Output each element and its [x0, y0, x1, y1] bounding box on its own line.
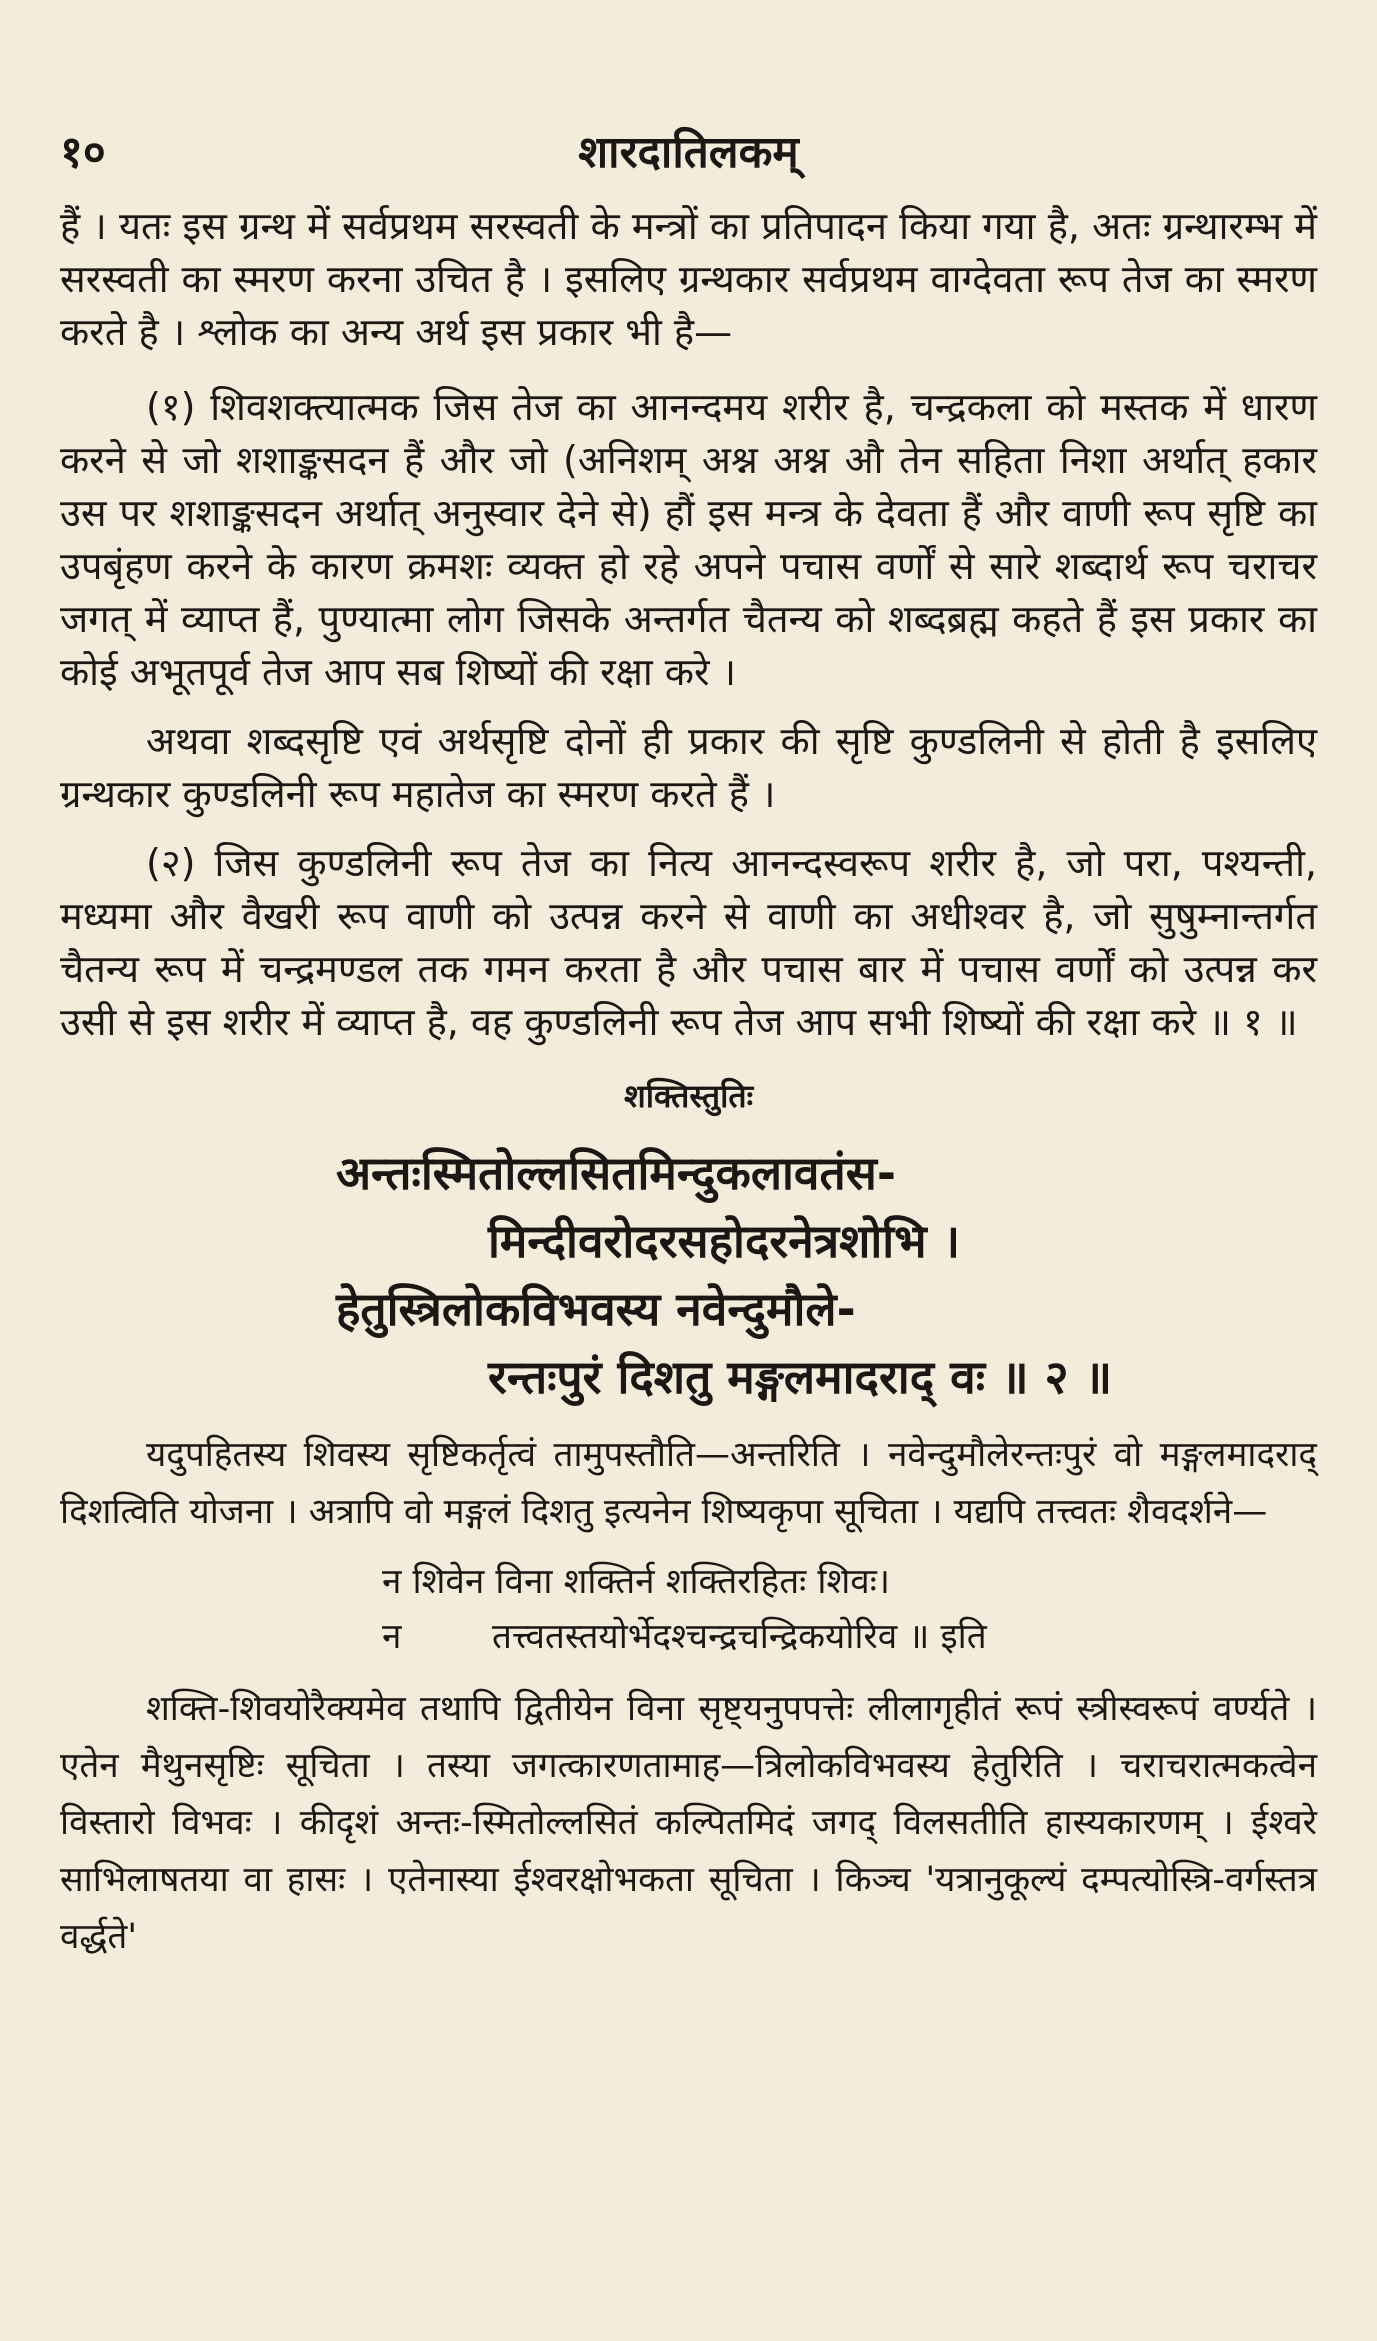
verse-line-1: अन्तःस्मितोल्लसितमिन्दुकलावतंस-: [336, 1146, 896, 1200]
verse-line-4: रन्तःपुरं दिशतु मङ्गलमादराद् वः ॥ २ ॥: [488, 1350, 1113, 1404]
quoted-verse-line-2-rest: तत्त्वतस्तयोर्भेदश्चन्द्रचन्द्रिकयोरिव ॥ इति: [492, 1617, 987, 1657]
quoted-verse-line-2-start: न: [382, 1617, 402, 1657]
page-header: [60, 120, 1317, 190]
quoted-verse-line-1: न शिवेन विना शक्तिर्न शक्तिरहितः शिवः।: [382, 1562, 891, 1602]
paragraph-alternative: अथवा शब्दसृष्टि एवं अर्थसृष्टि दोनों ही प्रकार की सृष्टि कुण्डलिनी से होती है इसलिए ग्रन्थकार कुण्डलिनी रूप महातेज का स्मरण करते हैं ।: [60, 719, 1317, 816]
verse-line-2: मिन्दीवरोदरसहोदरनेत्रशोभि ।: [488, 1214, 961, 1268]
verse-line-3: हेतुस्त्रिलोकविभवस्य नवेन्दुमौले-: [336, 1282, 856, 1336]
paragraph-meaning-2: (२) जिस कुण्डलिनी रूप तेज का नित्य आनन्दस्वरूप शरीर है, जो परा, पश्यन्ती, मध्यमा और वैखरी रूप वाणी को उत्पन्न करने से वाणी का अधीश्वर है, जो सुषुम्नान्तर्गत चैतन्य रूप में चन्द्रमण्डल तक गमन करता है और पचास बार में पचास वर्णों को उत्पन्न कर उसी से इस शरीर में व्याप्त है, वह कुण्डलिनी रूप तेज आप सभी शिष्यों की रक्षा करे ॥ १ ॥: [60, 841, 1317, 1044]
section-heading: शक्तिस्तुतिः: [623, 1077, 754, 1115]
running-title: शारदातिलकम्: [578, 127, 799, 178]
commentary-paragraph-1: यदुपहितस्य शिवस्य सृष्टिकर्तृत्वं तामुपस्तौति—अन्तरिति । नवेन्दुमौलेरन्तःपुरं वो मङ्गलमादराद् दिशत्विति योजना । अत्रापि वो मङ्गलं दिशतु इत्यनेन शिष्यकृपा सूचिता । यद्यपि तत्त्वतः शैवदर्शने—: [60, 1435, 1317, 1532]
page-body: [60, 200, 1317, 1966]
paragraph-intro: हैं । यतः इस ग्रन्थ में सर्वप्रथम सरस्वती के मन्त्रों का प्रतिपादन किया गया है, अतः ग्रन्थारम्भ में सरस्वती का स्मरण करना उचित है । इसलिए ग्रन्थकार सर्वप्रथम वाग्देवता रूप तेज का स्मरण करते है । श्लोक का अन्य अर्थ इस प्रकार भी है—: [60, 204, 1317, 354]
page-number: १०: [60, 127, 106, 178]
quoted-verse-line-2: [382, 1610, 1317, 1665]
verse-block: [60, 1139, 1317, 1411]
commentary-paragraph-2: शक्ति-शिवयोरैक्यमेव तथापि द्वितीयेन विना सृष्ट्यनुपपत्तेः लीलागृहीतं रूपं स्त्रीस्वरूपं वर्ण्यते । एतेन मैथुनसृष्टिः सूचिता । तस्या जगत्कारणतामाह—त्रिलोकविभवस्य हेतुरिति । चराचरात्मकत्वेन विस्तारो विभवः । कीदृशं अन्तः-स्मितोल्लसितं कल्पितमिदं जगद् विलसतीति हास्यकारणम् । ईश्वरे साभिलाषतया वा हासः । एतेनास्या ईश्वरक्षोभकता सूचिता । किञ्च 'यत्रानुकूल्यं दम्पत्योस्त्रि-वर्गस्तत्र वर्द्धते': [60, 1689, 1317, 1957]
quoted-verse: [60, 1555, 1317, 1665]
paragraph-meaning-1: (१) शिवशक्त्यात्मक जिस तेज का आनन्दमय शरीर है, चन्द्रकला को मस्तक में धारण करने से जो शशाङ्कसदन हैं और जो (अनिशम् अश्न अश्न औ तेन सहिता निशा अर्थात् हकार उस पर शशाङ्कसदन अर्थात् अनुस्वार देने से) हौं इस मन्त्र के देवता हैं और वाणी रूप सृष्टि का उपबृंहण करने के कारण क्रमशः व्यक्त हो रहे अपने पचास वर्णों से सारे शब्दार्थ रूप चराचर जगत् में व्याप्त हैं, पुण्यात्मा लोग जिसके अन्तर्गत चैतन्य को शब्दब्रह्म कहते हैं इस प्रकार का कोई अभूतपूर्व तेज आप सब शिष्यों की रक्षा करे ।: [60, 385, 1317, 694]
